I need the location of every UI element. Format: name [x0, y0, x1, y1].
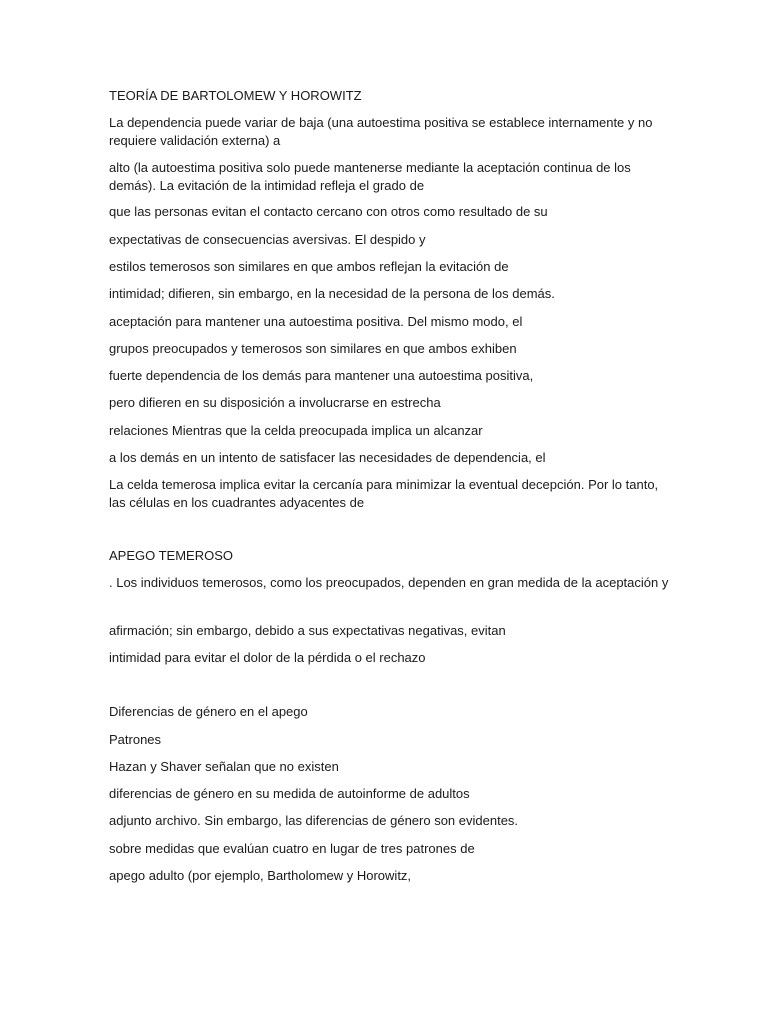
paragraph: relaciones Mientras que la celda preocupada implica un alcanzar	[109, 423, 483, 438]
paragraph: que las personas evitan el contacto cercano con otros como resultado de su	[109, 204, 548, 219]
paragraph: aceptación para mantener una autoestima positiva. Del mismo modo, el	[109, 314, 523, 329]
paragraph: Hazan y Shaver señalan que no existen	[109, 759, 339, 774]
paragraph: pero difieren en su disposición a involucrarse en estrecha	[109, 395, 441, 410]
paragraph: grupos preocupados y temerosos son similares en que ambos exhiben	[109, 341, 517, 356]
paragraph: fuerte dependencia de los demás para mantener una autoestima positiva,	[109, 368, 534, 383]
paragraph: adjunto archivo. Sin embargo, las diferencias de género son evidentes.	[109, 813, 519, 828]
section-title-apego-temeroso: APEGO TEMEROSO	[109, 548, 234, 563]
paragraph: intimidad para evitar el dolor de la pérdida o el rechazo	[109, 650, 426, 665]
paragraph: intimidad; difieren, sin embargo, en la necesidad de la persona de los demás.	[109, 286, 555, 301]
section-title-bartolomew: TEORÍA DE BARTOLOMEW Y HOROWITZ	[109, 88, 362, 103]
paragraph: Patrones	[109, 732, 162, 747]
paragraph: expectativas de consecuencias aversivas. El despido y	[109, 232, 426, 247]
paragraph: alto (la autoestima positiva solo puede mantenerse mediante la aceptación continua de los demás). La evitación de la intimidad refleja el grado de	[109, 160, 631, 193]
paragraph: diferencias de género en su medida de autoinforme de adultos	[109, 786, 470, 801]
paragraph: afirmación; sin embargo, debido a sus expectativas negativas, evitan	[109, 623, 506, 638]
section-title-diferencias-genero: Diferencias de género en el apego	[109, 704, 308, 719]
paragraph: La celda temerosa implica evitar la cercanía para minimizar la eventual decepción. Por lo tanto, las células en los cuadrantes adyacentes de	[109, 477, 659, 510]
paragraph: a los demás en un intento de satisfacer las necesidades de dependencia, el	[109, 450, 546, 465]
paragraph: La dependencia puede variar de baja (una autoestima positiva se establece internamente y no requiere validación externa) a	[109, 115, 653, 148]
paragraph: . Los individuos temerosos, como los preocupados, dependen en gran medida de la aceptación y	[109, 575, 669, 590]
paragraph: sobre medidas que evalúan cuatro en lugar de tres patrones de	[109, 841, 475, 856]
paragraph: apego adulto (por ejemplo, Bartholomew y Horowitz,	[109, 868, 412, 883]
paragraph: estilos temerosos son similares en que ambos reflejan la evitación de	[109, 259, 509, 274]
